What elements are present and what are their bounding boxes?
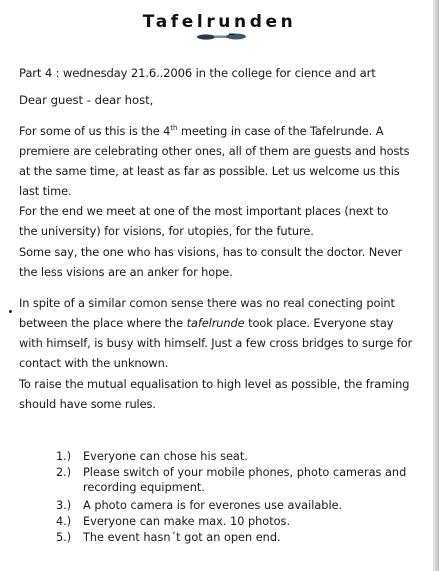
- rule-item: [56, 515, 290, 528]
- margin-dot: [9, 310, 12, 313]
- paragraph-4-line-2: should have some rules.: [19, 397, 156, 411]
- paragraph-3-line-1: In spite of a similar comon sense there was no real conecting point: [19, 296, 395, 310]
- rule-text: Please switch of your mobile phones, photo cameras and: [83, 466, 407, 479]
- logo-mark-icon: [196, 32, 248, 41]
- rule-number: 1.): [56, 450, 72, 463]
- paragraph-3-line-2: [19, 316, 393, 330]
- scan-edge-shadow: [433, 0, 439, 571]
- rule-text: A photo camera is for everones use available.: [83, 499, 343, 512]
- superscript: th: [170, 124, 178, 132]
- paragraph-3-line-4: contact with the unknown.: [19, 356, 169, 370]
- rule-item: [56, 499, 342, 512]
- rule-number: 3.): [56, 499, 72, 512]
- text-fragment: meeting in case of the Tafelrunde. A: [177, 124, 384, 138]
- event-date-line: Part 4 : wednesday 21.6..2006 in the college for cience and art: [19, 66, 376, 80]
- italic-term: tafelrunde: [186, 316, 245, 330]
- paragraph-2-line-4: the less visions are an anker for hope.: [19, 265, 233, 279]
- paragraph-3-line-3: with himself, is busy with himself. Just a few cross bridges to surge for: [19, 336, 413, 350]
- rule-item: [56, 450, 248, 463]
- paragraph-1-line-2: premiere are celebrating other ones, all of them are guests and hosts: [19, 144, 410, 158]
- rule-item: [56, 531, 281, 544]
- rule-text-continued: recording equipment.: [83, 481, 205, 494]
- greeting: Dear guest - dear host,: [19, 93, 154, 107]
- text-fragment: between the place where the: [19, 316, 187, 330]
- rule-item: [56, 466, 406, 479]
- text-fragment: For some of us this is the 4: [19, 124, 171, 138]
- paragraph-2-line-2: the university) for visions, for utopies, for the future.: [19, 224, 314, 238]
- paragraph-2-line-3: Some say, the one who has visions, has to consult the doctor. Never: [19, 245, 403, 259]
- paragraph-1-line-4: last time.: [19, 184, 72, 198]
- text-fragment: took place. Everyone stay: [244, 316, 394, 330]
- paragraph-4-line-1: To raise the mutual equalisation to high level as possible, the framing: [19, 377, 410, 391]
- rule-text: Everyone can make max. 10 photos.: [83, 515, 291, 528]
- paragraph-1-line-3: at the same time, at least as far as possible. Let us welcome us this: [19, 164, 400, 178]
- paragraph-1-line-1: [19, 124, 383, 138]
- rule-number: 2.): [56, 466, 72, 479]
- rule-number: 5.): [56, 531, 72, 544]
- document-title: Tafelrunden: [142, 12, 297, 32]
- rule-number: 4.): [56, 515, 72, 528]
- rule-text: The event hasn´t got an open end.: [83, 531, 281, 544]
- rule-text: Everyone can chose his seat.: [83, 450, 248, 463]
- paragraph-2-line-1: For the end we meet at one of the most important places (next to: [19, 204, 389, 218]
